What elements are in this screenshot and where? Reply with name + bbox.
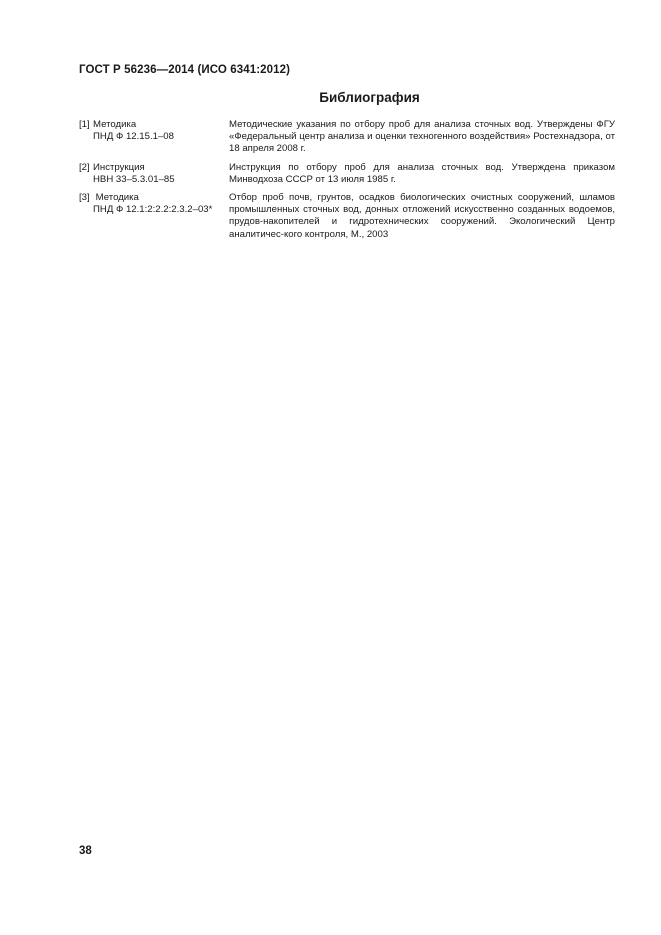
entry-code: ПНД Ф 12.15.1–08 xyxy=(93,131,174,143)
page-number: 38 xyxy=(79,845,92,857)
entry-type: Методика xyxy=(93,192,139,204)
entry-reference xyxy=(79,119,229,156)
entry-code: НВН 33–5.3.01–85 xyxy=(93,173,175,185)
bibliography-entry xyxy=(79,162,615,186)
bibliography-entry xyxy=(79,192,615,241)
bibliography-entry xyxy=(79,119,615,156)
entry-reference xyxy=(79,192,229,241)
entry-code: ПНД Ф 12.1:2:2.2:2.3.2–03* xyxy=(93,204,213,216)
entry-number: [3] xyxy=(79,192,90,204)
entry-type: Методика xyxy=(93,119,137,130)
entry-description: Отбор проб почв, грунтов, осадков биологических очистных сооружений, шламов промышленных сточных вод, донных отложений искусственно созданных водоемов, прудов-накопителей и гидротехнических сооружений. Экологический Центр аналитичес-кого контроля, М., 2003 xyxy=(229,192,615,240)
entry-number: [2] xyxy=(79,161,90,173)
entry-type: Инструкция xyxy=(93,161,145,173)
bibliography-title: Библиография xyxy=(319,90,420,105)
bibliography-list xyxy=(79,119,615,247)
entry-description: Методические указания по отбору проб для анализа сточных вод. Утверждены ФГУ «Федеральный центр анализа и оценки техногенного воздействия» Ростехнадзора, от 18 апреля 2008 г. xyxy=(229,119,615,155)
entry-reference xyxy=(79,162,229,186)
entry-description: Инструкция по отбору проб для анализа сточных вод. Утверждена приказом Минводхоза СССР от 13 июля 1985 г. xyxy=(229,161,615,185)
entry-number: [1] xyxy=(79,119,90,130)
document-header: ГОСТ Р 56236—2014 (ИСО 6341:2012) xyxy=(79,64,291,76)
